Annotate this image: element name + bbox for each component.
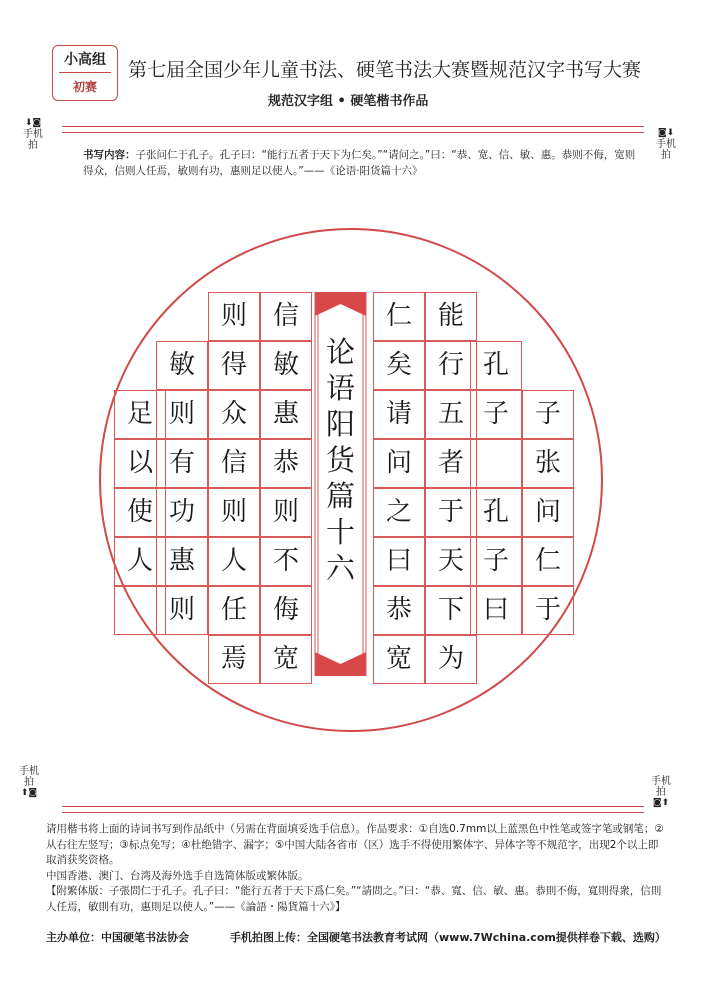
grid-cell: 于 (425, 488, 477, 537)
grid-cell: 为 (425, 635, 477, 684)
grid-cell: 曰 (373, 537, 425, 586)
grid-cell: 孔 (470, 341, 522, 390)
grid-cell: 不 (260, 537, 312, 586)
grid-cell: 能 (425, 292, 477, 341)
grid-cell: 足 (114, 390, 166, 439)
grid-cell (114, 586, 166, 635)
grid-cell: 有 (156, 439, 208, 488)
grid-cell: 者 (425, 439, 477, 488)
camera-icon: ◙⬆ (652, 798, 670, 808)
grid-cell: 五 (425, 390, 477, 439)
instructions-region-note: 中国香港、澳门、台湾及海外选手自选简体版或繁体版。 (46, 869, 309, 882)
banner-char: 语 (325, 371, 355, 405)
grid-cell: 众 (208, 390, 260, 439)
grid-cell: 问 (373, 439, 425, 488)
instructions-requirements: 请用楷书将上面的诗词书写到作品纸中（另需在背面填妥选手信息）。作品要求：①自选0.7mm以上蓝黑色中性笔或签字笔或钢笔；②从右往左竖写；③标点免写；④杜绝错字、漏字；⑤中国大陆各省市（区）选手不得使用繁体字、异体字等不规范字，出现2个以上即取消获奖资格。 (46, 823, 664, 866)
badge-group: 小高组 (64, 52, 106, 68)
content-label: 书写内容： (83, 149, 136, 161)
grid-cell: 信 (208, 439, 260, 488)
grid-cell: 功 (156, 488, 208, 537)
camera-icon: ⬆◙ (20, 788, 38, 798)
grid-cell: 曰 (470, 586, 522, 635)
bottom-divider (62, 806, 644, 813)
grid-cell: 惠 (156, 537, 208, 586)
grid-cell: 任 (208, 586, 260, 635)
instructions-traditional: 【附繁体版：子張問仁于孔子。孔子曰：“能行五者于天下爲仁矣。”“請問之。”曰：“恭、寬、信、敏、惠。恭則不侮，寬則得衆，信則人任焉，敏則有功，惠則足以使人。”——《論語・陽貨篇十六》】 (46, 885, 662, 913)
title-banner (313, 292, 368, 676)
banner-char: 六 (325, 551, 355, 585)
corner-label: 手机拍 (656, 139, 676, 161)
banner-char: 货 (325, 443, 355, 477)
grid-cell: 下 (425, 586, 477, 635)
top-divider (62, 126, 644, 133)
grid-cell: 敏 (156, 341, 208, 390)
grid-cell (470, 439, 522, 488)
grid-cell: 得 (208, 341, 260, 390)
grid-cell: 行 (425, 341, 477, 390)
banner-char: 阳 (325, 407, 355, 441)
grid-cell: 天 (425, 537, 477, 586)
corner-mark-bottom-left (18, 766, 40, 799)
corner-mark-top-right (655, 128, 677, 161)
corner-label: 手机拍 (651, 776, 671, 798)
corner-mark-bottom-right (650, 776, 672, 809)
group-badge (52, 45, 118, 101)
grid-cell: 于 (522, 586, 574, 635)
corner-mark-top-left (22, 118, 44, 151)
grid-cell: 仁 (522, 537, 574, 586)
grid-cell: 宽 (260, 635, 312, 684)
grid-cell: 以 (114, 439, 166, 488)
grid-cell: 宽 (373, 635, 425, 684)
grid-cell: 请 (373, 390, 425, 439)
corner-label: 手机拍 (23, 129, 43, 151)
grid-cell: 恭 (373, 586, 425, 635)
content-text (83, 148, 643, 179)
grid-cell: 子 (470, 390, 522, 439)
grid-cell: 孔 (470, 488, 522, 537)
banner-char: 篇 (325, 479, 355, 513)
grid-cell: 矣 (373, 341, 425, 390)
grid-cell: 使 (114, 488, 166, 537)
grid-cell: 之 (373, 488, 425, 537)
upload-info: 手机拍图上传：全国硬笔书法教育考试网（www.7Wchina.com提供样卷下载、选购） (230, 931, 666, 944)
organizer: 主办单位：中国硬笔书法协会 (46, 931, 189, 944)
content-body: 子张问仁于孔子。孔子曰：“能行五者于天下为仁矣。”“请问之。”曰：“恭、宽、信、敏、惠。恭则不侮，宽则得众，信则人任焉，敏则有功，惠则足以使人。”——《论语·阳货篇十六》 (83, 149, 636, 177)
page-title: 第七届全国少年儿童书法、硬笔书法大赛暨规范汉字书写大赛 (128, 59, 642, 81)
banner-char: 论 (325, 335, 355, 369)
grid-cell: 问 (522, 488, 574, 537)
instructions (46, 822, 664, 915)
page-subtitle: 规范汉字组 • 硬笔楷书作品 (268, 94, 429, 109)
banner-char: 十 (325, 515, 355, 549)
grid-cell: 张 (522, 439, 574, 488)
grid-cell: 仁 (373, 292, 425, 341)
grid-cell: 人 (114, 537, 166, 586)
badge-divider (59, 72, 111, 73)
grid-cell: 子 (470, 537, 522, 586)
badge-stage: 初赛 (72, 80, 97, 94)
grid-cell: 则 (156, 586, 208, 635)
grid-cell: 则 (260, 488, 312, 537)
camera-icon: ◙⬇ (657, 128, 675, 138)
grid-cell: 信 (260, 292, 312, 341)
grid-cell: 敏 (260, 341, 312, 390)
corner-label: 手机拍 (19, 766, 39, 788)
grid-cell: 恭 (260, 439, 312, 488)
grid-cell: 焉 (208, 635, 260, 684)
camera-icon: ⬇◙ (24, 118, 42, 128)
banner-text (313, 334, 368, 586)
grid-cell: 则 (156, 390, 208, 439)
grid-cell: 则 (208, 488, 260, 537)
grid-cell: 子 (522, 390, 574, 439)
grid-cell: 惠 (260, 390, 312, 439)
grid-cell: 则 (208, 292, 260, 341)
grid-cell: 侮 (260, 586, 312, 635)
grid-cell: 人 (208, 537, 260, 586)
